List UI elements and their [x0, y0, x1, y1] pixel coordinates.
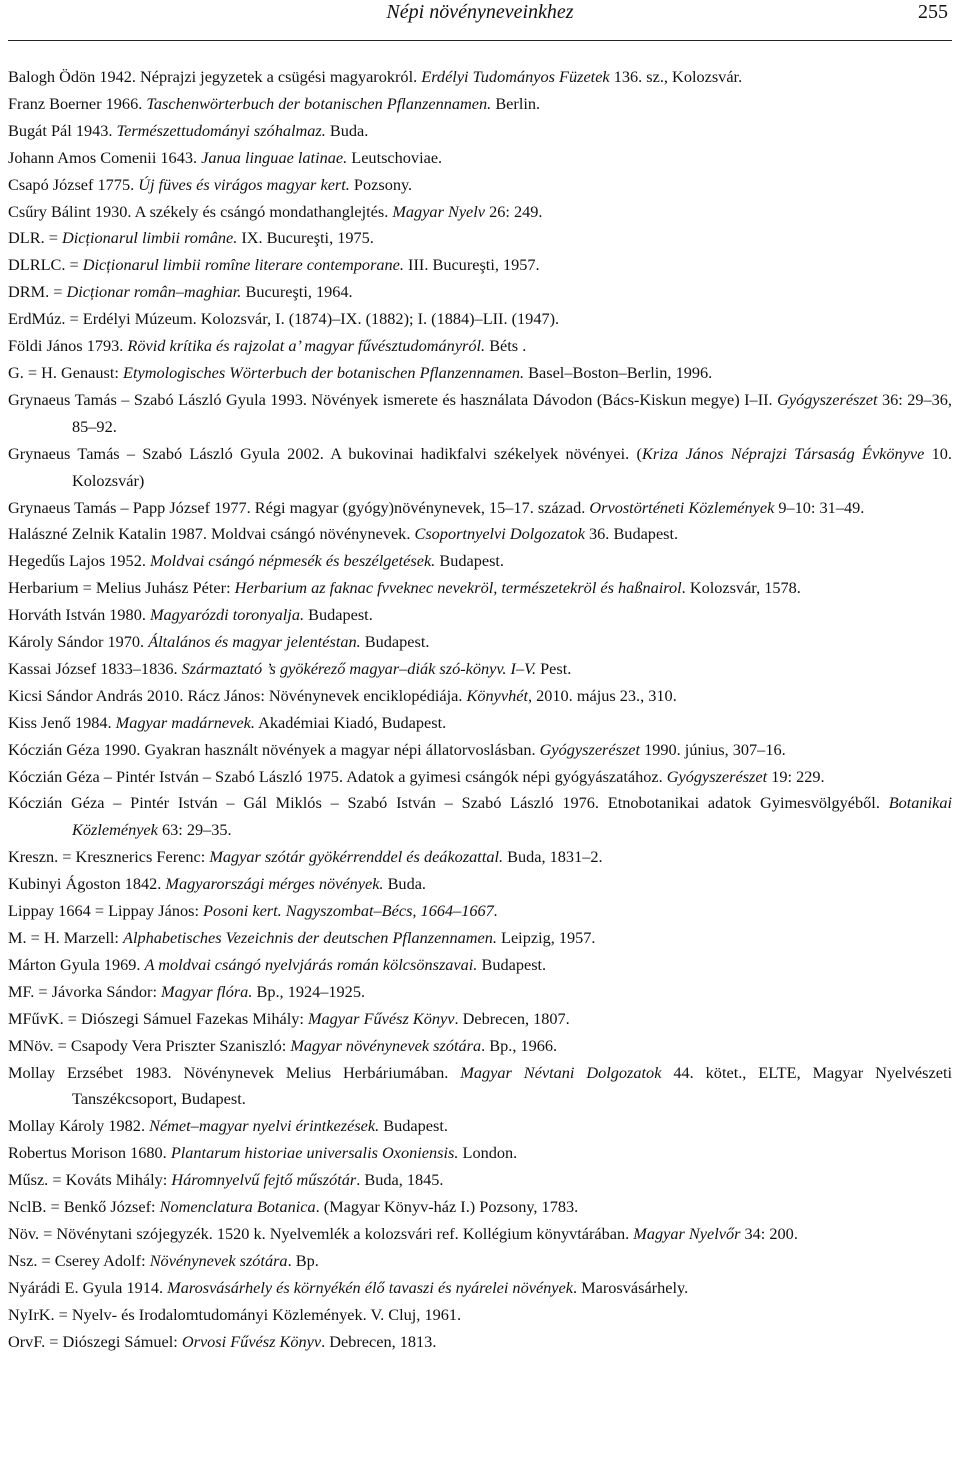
entry-title-italic: Növénynevek szótára	[149, 1250, 288, 1270]
entry-text: Kicsi Sándor András 2010. Rácz János: Növénynevek enciklopédiája.	[8, 685, 467, 705]
entry-title-italic: Magyar Névtani Dolgozatok	[460, 1062, 662, 1082]
entry-text: 36. Budapest.	[584, 524, 679, 544]
entry-text: Márton Gyula 1969.	[8, 954, 145, 974]
bibliography-entry	[8, 1302, 952, 1329]
page-header	[8, 0, 952, 41]
entry-text: Leutschoviae.	[347, 147, 443, 167]
entry-text: Mollay Károly 1982.	[8, 1116, 150, 1136]
entry-title-italic: Marosvásárhely és környékén élő tavaszi és nyárelei növények	[167, 1277, 573, 1297]
bibliography-entry	[8, 979, 952, 1006]
entry-text: . Kolozsvár, 1578.	[681, 578, 801, 598]
entry-text: Basel–Boston–Berlin, 1996.	[524, 362, 713, 382]
entry-text: . Debrecen, 1813.	[321, 1331, 437, 1351]
entry-title-italic: Posoni kert. Nagyszombat–Bécs, 1664–1667.	[203, 901, 498, 921]
entry-text: Károly Sándor 1970.	[8, 632, 149, 652]
entry-text: 1990. június, 307–16.	[640, 739, 786, 759]
bibliography-entry	[8, 306, 952, 333]
entry-text: . Debrecen, 1807.	[454, 1008, 570, 1028]
entry-text: DLR. =	[8, 228, 62, 248]
entry-title-italic: Etymologisches Wörterbuch der botanischen Pflanzennamen.	[123, 362, 525, 382]
entry-text: . Marosvásárhely.	[573, 1277, 689, 1297]
entry-title-italic: Magyar Nyelvőr	[633, 1223, 741, 1243]
entry-text: Műsz. = Kováts Mihály:	[8, 1170, 172, 1190]
entry-text: Kóczián Géza 1990. Gyakran használt növények a magyar népi állatorvoslásban.	[8, 739, 540, 759]
entry-text: Bp., 1924–1925.	[252, 981, 366, 1001]
entry-text: Kóczián Géza – Pintér István – Gál Miklós – Szabó István – Szabó László 1976. Etnobotanikai adatok Gyimesvölgyéből.	[8, 793, 889, 813]
entry-title-italic: Moldvai csángó népmesék és beszélgetések.	[149, 551, 436, 571]
entry-text: Csapó József 1775.	[8, 174, 139, 194]
entry-text: Buda.	[325, 120, 369, 140]
bibliography-entry	[8, 575, 952, 602]
entry-text: Pozsony.	[349, 174, 413, 194]
entry-title-italic: Herbarium az faknac fvveknec nevekröl, természetekröl és haßnairol	[234, 578, 682, 598]
entry-text: Pest.	[536, 658, 572, 678]
bibliography-entry	[8, 118, 952, 145]
entry-text: OrvF. = Diószegi Sámuel:	[8, 1331, 182, 1351]
entry-title-italic: Dicționarul limbii romîne literare contemporane.	[82, 255, 404, 275]
bibliography-entry	[8, 64, 952, 91]
bibliography-entry	[8, 360, 952, 387]
bibliography-entry	[8, 1248, 952, 1275]
entry-title-italic: Magyar flóra.	[161, 981, 253, 1001]
bibliography-entry	[8, 844, 952, 871]
entry-title-italic: Dicționarul limbii române.	[61, 228, 238, 248]
entry-text: Herbarium = Melius Juhász Péter:	[8, 578, 235, 598]
entry-text: DLRLC. =	[8, 255, 83, 275]
bibliography-entry	[8, 898, 952, 925]
bibliography-entry	[8, 1194, 952, 1221]
entry-title-italic: Rövid krítika és rajzolat a’ magyar fűvésztudományról.	[127, 336, 486, 356]
entry-title-italic: Magyarországi mérges növények.	[165, 874, 384, 894]
bibliography-entry	[8, 1275, 952, 1302]
entry-title-italic: Magyar Fűvész Könyv	[307, 1008, 455, 1028]
bibliography-list	[8, 64, 952, 1356]
entry-text: Johann Amos Comenii 1643.	[8, 147, 202, 167]
entry-text: III. Bucureşti, 1957.	[403, 255, 540, 275]
entry-text: Grynaeus Tamás – Papp József 1977. Régi magyar (gyógy)növénynevek, 15–17. század.	[8, 497, 590, 517]
entry-title-italic: Magyar Nyelv	[392, 201, 486, 221]
bibliography-entry	[8, 333, 952, 360]
entry-title-italic: Kriza János Néprajzi Társaság Évkönyve	[641, 443, 925, 463]
entry-text: M. = H. Marzell:	[8, 928, 123, 947]
bibliography-entry	[8, 1006, 952, 1033]
entry-title-italic: Nomenclatura Botanica	[159, 1197, 316, 1217]
entry-title-italic: Dicționar român–maghiar.	[66, 282, 242, 302]
entry-text: MNöv. = Csapody Vera Priszter Szaniszló:	[8, 1035, 291, 1055]
entry-text: Lippay 1664 = Lippay János:	[8, 901, 204, 921]
entry-text: Buda, 1831–2.	[503, 847, 603, 867]
entry-title-italic: Magyar szótár gyökérrenddel és deákozattal.	[209, 847, 504, 867]
bibliography-entry	[8, 1140, 952, 1167]
entry-title-italic: Német–magyar nyelvi érintkezések.	[149, 1116, 380, 1136]
entry-text: Budapest.	[379, 1116, 448, 1136]
bibliography-entry	[8, 441, 952, 495]
bibliography-entry	[8, 1329, 952, 1356]
bibliography-entry	[8, 1033, 952, 1060]
entry-text: Budapest.	[304, 605, 373, 625]
entry-title-italic: Új füves és virágos magyar kert.	[138, 174, 350, 194]
bibliography-entry	[8, 252, 952, 279]
entry-text: Földi János 1793.	[8, 336, 128, 356]
bibliography-entry	[8, 952, 952, 979]
bibliography-entry	[8, 521, 952, 548]
entry-title-italic: Alphabetisches Vezeichnis der deutschen Pflanzennamen.	[123, 928, 497, 947]
bibliography-entry	[8, 225, 952, 252]
bibliography-entry	[8, 495, 952, 522]
entry-title-italic: Általános és magyar jelentéstan.	[148, 632, 361, 652]
bibliography-entry	[8, 279, 952, 306]
entry-text: 63: 29–35.	[157, 820, 232, 840]
entry-text: 44. kötet., ELTE, Magyar Nyelvészeti Tanszékcsoport, Budapest.	[72, 1062, 952, 1109]
bibliography-entry	[8, 172, 952, 199]
entry-text: Halászné Zelnik Katalin 1987. Moldvai csángó növénynevek.	[8, 524, 415, 544]
entry-text: NyIrK. = Nyelv- és Irodalomtudományi Közlemények. V. Cluj, 1961.	[8, 1304, 462, 1324]
entry-text: Mollay Erzsébet 1983. Növénynevek Melius Herbáriumában.	[8, 1062, 461, 1082]
entry-text: . Bp.	[287, 1250, 319, 1270]
entry-text: 10. Kolozsvár)	[72, 443, 952, 490]
entry-text: Robertus Morison 1680.	[8, 1143, 171, 1163]
entry-title-italic: Magyarózdi toronyalja.	[149, 605, 305, 625]
bibliography-entry	[8, 548, 952, 575]
entry-title-italic: Csoportnyelvi Dolgozatok	[414, 524, 585, 544]
entry-text: NclB. = Benkő József:	[8, 1197, 160, 1217]
entry-text: Buda.	[383, 874, 427, 894]
bibliography-entry	[8, 683, 952, 710]
entry-text: Kiss Jenő 1984.	[8, 712, 116, 732]
bibliography-entry	[8, 1113, 952, 1140]
bibliography-entry	[8, 764, 952, 791]
entry-text: MF. = Jávorka Sándor:	[8, 981, 162, 1001]
bibliography-entry	[8, 145, 952, 172]
entry-title-italic: Erdélyi Tudományos Füzetek	[421, 67, 610, 86]
entry-text: Balogh Ödön 1942. Néprajzi jegyzetek a csügési magyarokról.	[8, 67, 422, 86]
bibliography-entry	[8, 629, 952, 656]
bibliography-entry	[8, 737, 952, 764]
bibliography-entry	[8, 871, 952, 898]
entry-text: Nyárádi E. Gyula 1914.	[8, 1277, 168, 1297]
entry-text: IX. Bucureşti, 1975.	[237, 228, 374, 248]
entry-text: ErdMúz. = Erdélyi Múzeum. Kolozsvár, I. (1874)–IX. (1882); I. (1884)–LII. (1947).	[8, 309, 560, 329]
entry-title-italic: Természettudományi szóhalmaz.	[116, 120, 326, 140]
entry-title-italic: Orvosi Fűvész Könyv	[181, 1331, 322, 1351]
entry-text: MFűvK. = Diószegi Sámuel Fazekas Mihály:	[8, 1008, 308, 1028]
entry-text: Bucureşti, 1964.	[241, 282, 353, 302]
entry-title-italic: Orvostörténeti Közlemények	[589, 497, 775, 517]
running-title: Népi növényneveinkhez	[386, 1, 574, 23]
entry-text: Hegedűs Lajos 1952.	[8, 551, 150, 571]
bibliography-entry	[8, 1167, 952, 1194]
entry-text: Leipzig, 1957.	[496, 928, 596, 947]
bibliography-entry	[8, 710, 952, 737]
bibliography-entry	[8, 387, 952, 441]
entry-title-italic: Háromnyelvű fejtő műszótár	[171, 1170, 357, 1190]
bibliography-entry	[8, 602, 952, 629]
entry-text: 26: 249.	[485, 201, 543, 221]
entry-title-italic: Taschenwörterbuch der botanischen Pflanzennamen.	[146, 93, 492, 113]
entry-text: 9–10: 31–49.	[774, 497, 865, 517]
entry-text: Kassai József 1833–1836.	[8, 658, 182, 678]
entry-title-italic: Magyar növénynevek szótára	[290, 1035, 482, 1055]
entry-text: London.	[458, 1143, 518, 1163]
entry-text: Grynaeus Tamás – Szabó László Gyula 2002. A bukovinai hadikfalvi székelyek növényei. (	[8, 443, 642, 463]
entry-text: Berlin.	[491, 93, 541, 113]
entry-title-italic: Gyógyszerészet	[666, 766, 768, 786]
entry-text: Csűry Bálint 1930. A székely és csángó mondathanglejtés.	[8, 201, 393, 221]
bibliography-entry	[8, 1060, 952, 1114]
entry-text: Budapest.	[360, 632, 430, 652]
entry-text: Béts .	[485, 336, 527, 356]
bibliography-entry	[8, 91, 952, 118]
entry-text: Kóczián Géza – Pintér István – Szabó László 1975. Adatok a gyimesi csángók népi gyógyászatához.	[8, 766, 667, 786]
entry-title-italic: Gyógyszerészet	[539, 739, 641, 759]
entry-text: Budapest.	[435, 551, 504, 571]
entry-text: 2010. május 23., 310.	[532, 685, 677, 705]
entry-title-italic: Származtató ’s gyökérező magyar–diák szó-könyv. I–V.	[181, 658, 537, 678]
bibliography-entry	[8, 790, 952, 844]
entry-text: 34: 200.	[740, 1223, 798, 1243]
entry-text: 136. sz., Kolozsvár.	[609, 67, 743, 86]
entry-text: Franz Boerner 1966.	[8, 93, 147, 113]
entry-text: . (Magyar Könyv-ház I.) Pozsony, 1783.	[315, 1197, 579, 1217]
bibliography-entry	[8, 656, 952, 683]
entry-text: Nsz. = Cserey Adolf:	[8, 1250, 150, 1270]
bibliography-entry	[8, 199, 952, 226]
entry-text: G. = H. Genaust:	[8, 362, 123, 382]
page-number: 255	[918, 1, 948, 23]
entry-text: DRM. =	[8, 282, 67, 302]
bibliography-entry	[8, 1221, 952, 1248]
entry-text: Növ. = Növénytani szójegyzék. 1520 k. Nyelvemlék a kolozsvári ref. Kollégium könyvtárában.	[8, 1223, 634, 1243]
entry-text: Grynaeus Tamás – Szabó László Gyula 1993. Növények ismerete és használata Dávodon (Bács-Kiskun megye) I–II.	[8, 389, 778, 409]
entry-title-italic: A moldvai csángó nyelvjárás román kölcsönszavai.	[144, 954, 478, 974]
entry-title-italic: Könyvhét,	[466, 685, 533, 705]
entry-title-italic: Gyógyszerészet	[777, 389, 878, 409]
entry-text: Budapest.	[477, 954, 547, 974]
entry-text: . Buda, 1845.	[356, 1170, 444, 1190]
entry-title-italic: Magyar madárnevek.	[115, 712, 255, 732]
entry-text: Bugát Pál 1943.	[8, 120, 117, 140]
entry-title-italic: Plantarum historiae universalis Oxoniensis.	[170, 1143, 459, 1163]
entry-title-italic: Botanikai Közlemények	[72, 793, 952, 840]
entry-text: Akadémiai Kiadó, Budapest.	[254, 712, 447, 732]
bibliography-entry	[8, 925, 952, 952]
entry-text: Kubinyi Ágoston 1842.	[8, 874, 166, 894]
entry-text: 36: 29–36, 85–92.	[72, 389, 952, 436]
entry-text: 19: 229.	[767, 766, 825, 786]
entry-text: Kreszn. = Kresznerics Ferenc:	[8, 847, 210, 867]
entry-title-italic: Janua linguae latinae.	[201, 147, 348, 167]
entry-text: . Bp., 1966.	[481, 1035, 558, 1055]
entry-text: Horváth István 1980.	[8, 605, 150, 625]
